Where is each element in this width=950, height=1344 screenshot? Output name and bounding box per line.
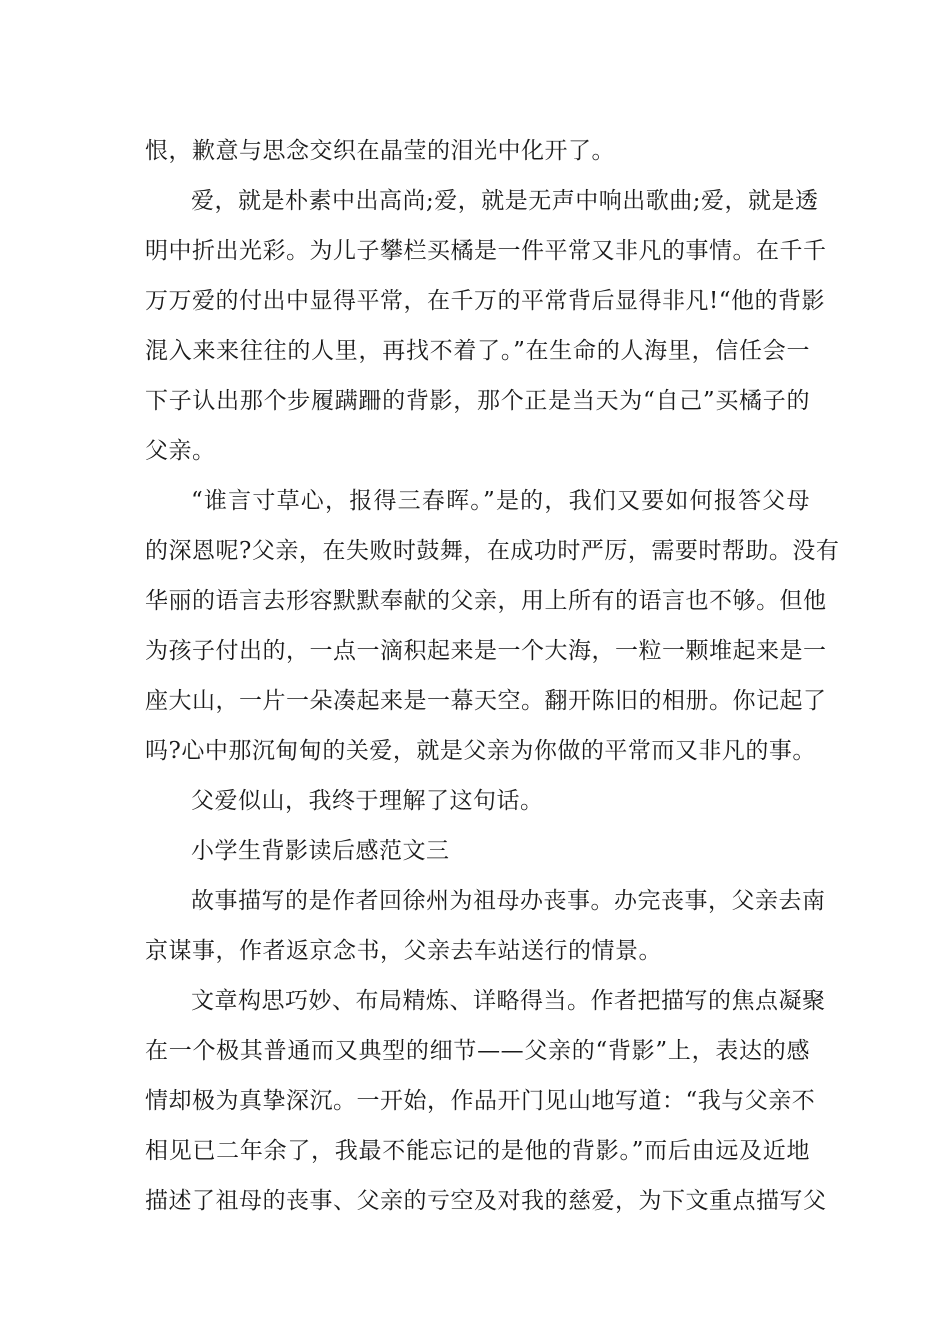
paragraph-line: 华丽的语言去形容默默奉献的父亲，用上所有的语言也不够。但他	[145, 588, 827, 614]
paragraph-line: 父亲。	[145, 438, 216, 464]
paragraph-line: 情却极为真挚深沉。一开始，作品开门见山地写道：“我与父亲不	[145, 1088, 816, 1114]
paragraph-line: 明中折出光彩。为儿子攀栏买橘是一件平常又非凡的事情。在千千	[145, 238, 827, 264]
paragraph-line: 的深恩呢?父亲，在失败时鼓舞，在成功时严厉，需要时帮助。没有	[145, 538, 840, 564]
paragraph-line: 在一个极其普通而又典型的细节——父亲的“背影”上，表达的感	[145, 1038, 810, 1064]
paragraph-line: 混入来来往往的人里，再找不着了。”在生命的人海里，信任会一	[145, 338, 810, 364]
paragraph-line: 万万爱的付出中显得平常，在千万的平常背后显得非凡!“他的背影	[145, 288, 826, 314]
paragraph-line: 爱，就是朴素中出高尚;爱，就是无声中响出歌曲;爱，就是透	[191, 188, 819, 214]
paragraph-line: 吗?心中那沉甸甸的关爱，就是父亲为你做的平常而又非凡的事。	[145, 738, 816, 764]
paragraph-line: 故事描写的是作者回徐州为祖母办丧事。办完丧事，父亲去南	[191, 888, 826, 914]
paragraph-line: 描述了祖母的丧事、父亲的亏空及对我的慈爱，为下文重点描写父	[145, 1188, 827, 1214]
section-heading: 小学生背影读后感范文三	[191, 838, 450, 864]
paragraph-line: 父爱似山，我终于理解了这句话。	[191, 788, 544, 814]
paragraph-line: 文章构思巧妙、布局精炼、详略得当。作者把描写的焦点凝聚	[191, 988, 826, 1014]
paragraph-line: 京谋事，作者返京念书，父亲去车站送行的情景。	[145, 938, 662, 964]
paragraph-line: 相见已二年余了，我最不能忘记的是他的背影。”而后由远及近地	[145, 1138, 810, 1164]
paragraph-line: 座大山，一片一朵凑起来是一幕天空。翻开陈旧的相册。你记起了	[145, 688, 827, 714]
paragraph-line: “谁言寸草心，报得三春晖。”是的，我们又要如何报答父母	[191, 488, 810, 514]
paragraph-line: 为孩子付出的，一点一滴积起来是一个大海，一粒一颗堆起来是一	[145, 638, 827, 664]
paragraph-line: 下子认出那个步履蹒跚的背影，那个正是当天为“自己”买橘子的	[145, 388, 810, 414]
paragraph-line: 恨，歉意与思念交织在晶莹的泪光中化开了。	[145, 138, 615, 164]
